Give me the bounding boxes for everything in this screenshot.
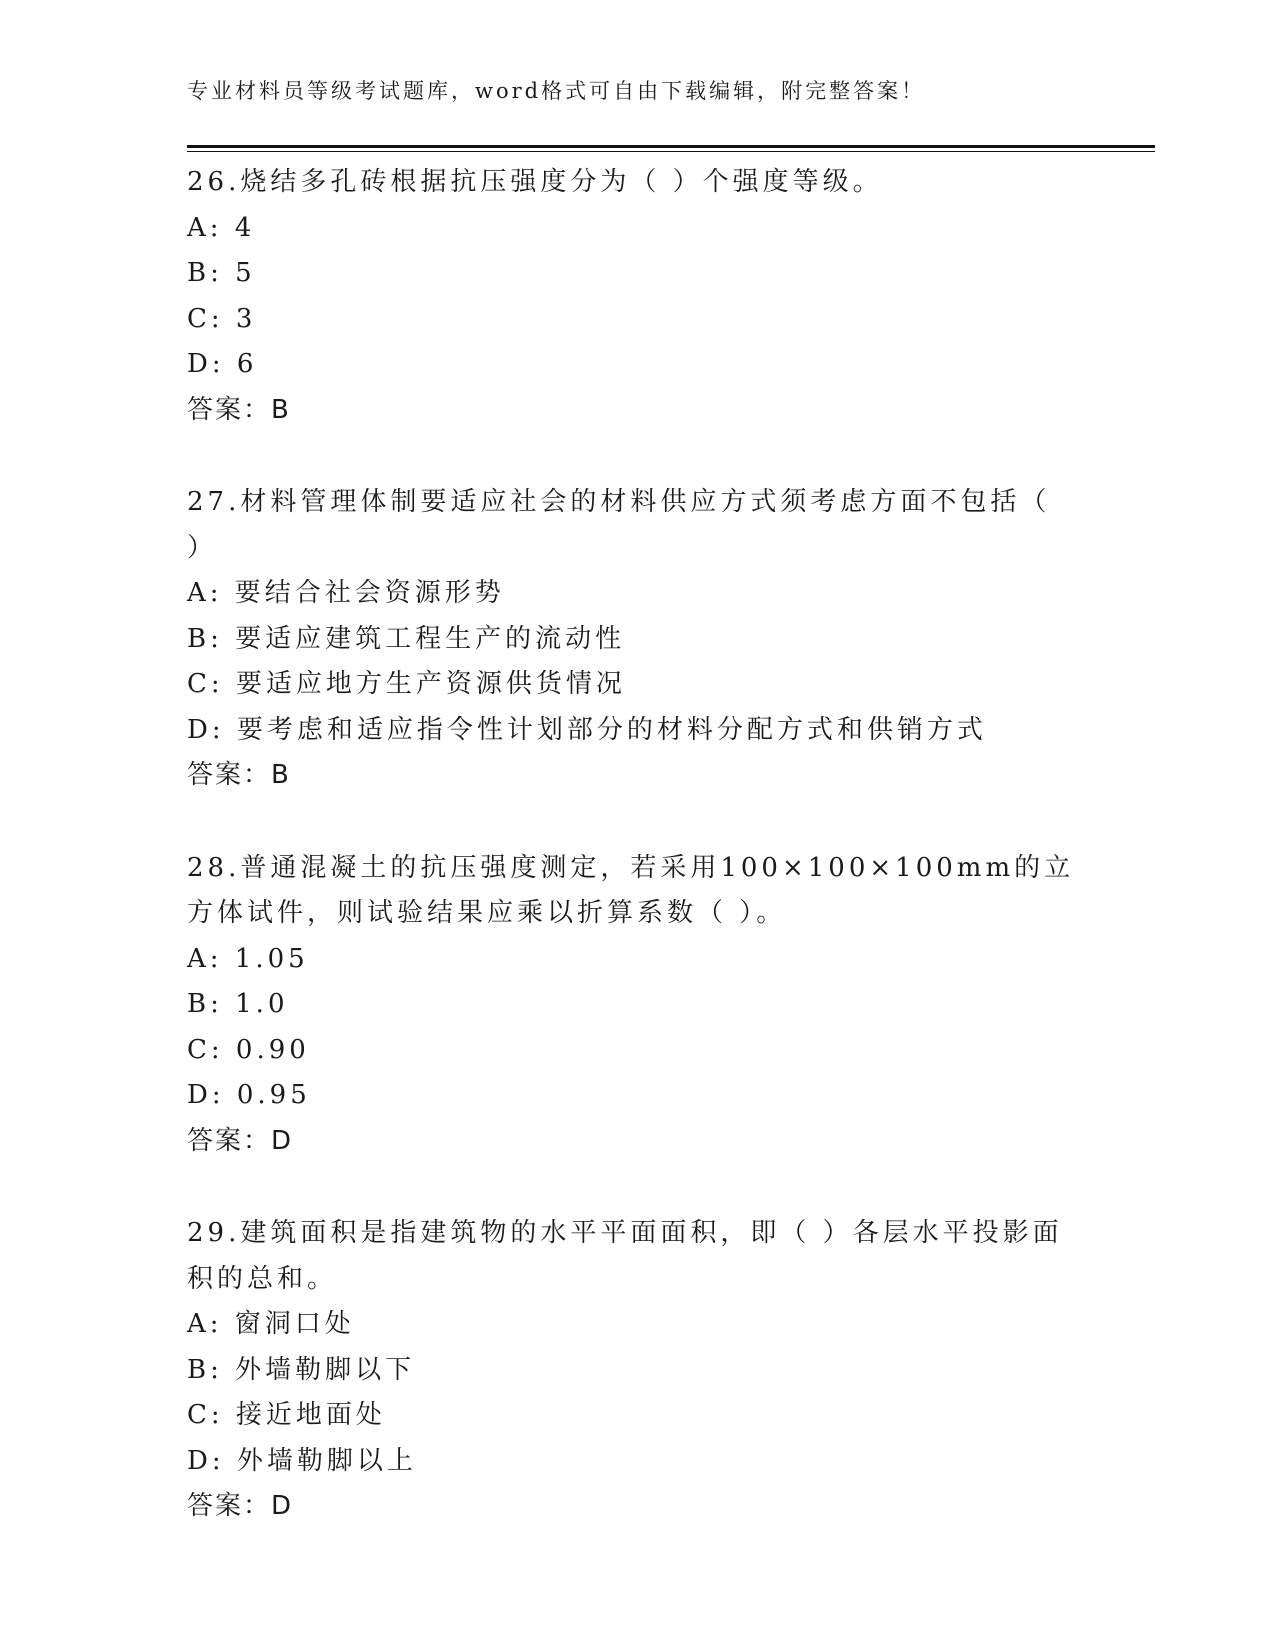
option-a: A: 要结合社会资源形势 bbox=[187, 578, 505, 608]
answer-text: 答案：B bbox=[187, 760, 291, 790]
option-d: D: 6 bbox=[187, 349, 258, 379]
option-b: B: 外墙勒脚以下 bbox=[187, 1354, 416, 1385]
option-c: C: 要适应地方生产资源供货情况 bbox=[187, 669, 626, 699]
question-text: 29.建筑面积是指建筑物的水平平面面积，即（ ）各层水平投影面积的总和。 bbox=[187, 1218, 1063, 1294]
question-text: 26.烧结多孔砖根据抗压强度分为（ ）个强度等级。 bbox=[187, 167, 883, 197]
question-item bbox=[187, 160, 1087, 433]
option-a: A: 窗洞口处 bbox=[187, 1309, 355, 1339]
question-text: 28.普通混凝土的抗压强度测定，若采用100×100×100mm的立方体试件，则试验结果应乘以折算系数（ ）。 bbox=[187, 852, 1075, 928]
answer-text: 答案：D bbox=[187, 1491, 294, 1521]
question-list bbox=[187, 160, 1087, 1577]
option-d: D: 要考虑和适应指令性计划部分的材料分配方式和供销方式 bbox=[187, 714, 987, 745]
option-d: D: 0.95 bbox=[187, 1080, 311, 1110]
option-c: C: 接近地面处 bbox=[187, 1400, 386, 1430]
option-d: D: 外墙勒脚以上 bbox=[187, 1445, 417, 1476]
page-header-text: 专业材料员等级考试题库，word格式可自由下载编辑，附完整答案！ bbox=[187, 79, 926, 103]
option-c: C: 3 bbox=[187, 303, 257, 334]
option-b: B: 1.0 bbox=[187, 989, 289, 1019]
option-a: A: 4 bbox=[187, 212, 256, 243]
header-divider-thick bbox=[187, 145, 1155, 148]
header-divider-thin bbox=[187, 151, 1155, 152]
option-b: B: 5 bbox=[187, 258, 256, 288]
option-c: C: 0.90 bbox=[187, 1034, 310, 1065]
question-text: 27.材料管理体制要适应社会的材料供应方式须考虑方面不包括（ ） bbox=[187, 487, 1051, 563]
answer-text: 答案：D bbox=[187, 1125, 294, 1156]
question-item bbox=[187, 480, 1087, 799]
question-item bbox=[187, 846, 1087, 1165]
option-a: A: 1.05 bbox=[187, 943, 309, 974]
option-b: B: 要适应建筑工程生产的流动性 bbox=[187, 623, 626, 654]
question-item bbox=[187, 1211, 1087, 1530]
answer-text: 答案：B bbox=[187, 394, 291, 425]
